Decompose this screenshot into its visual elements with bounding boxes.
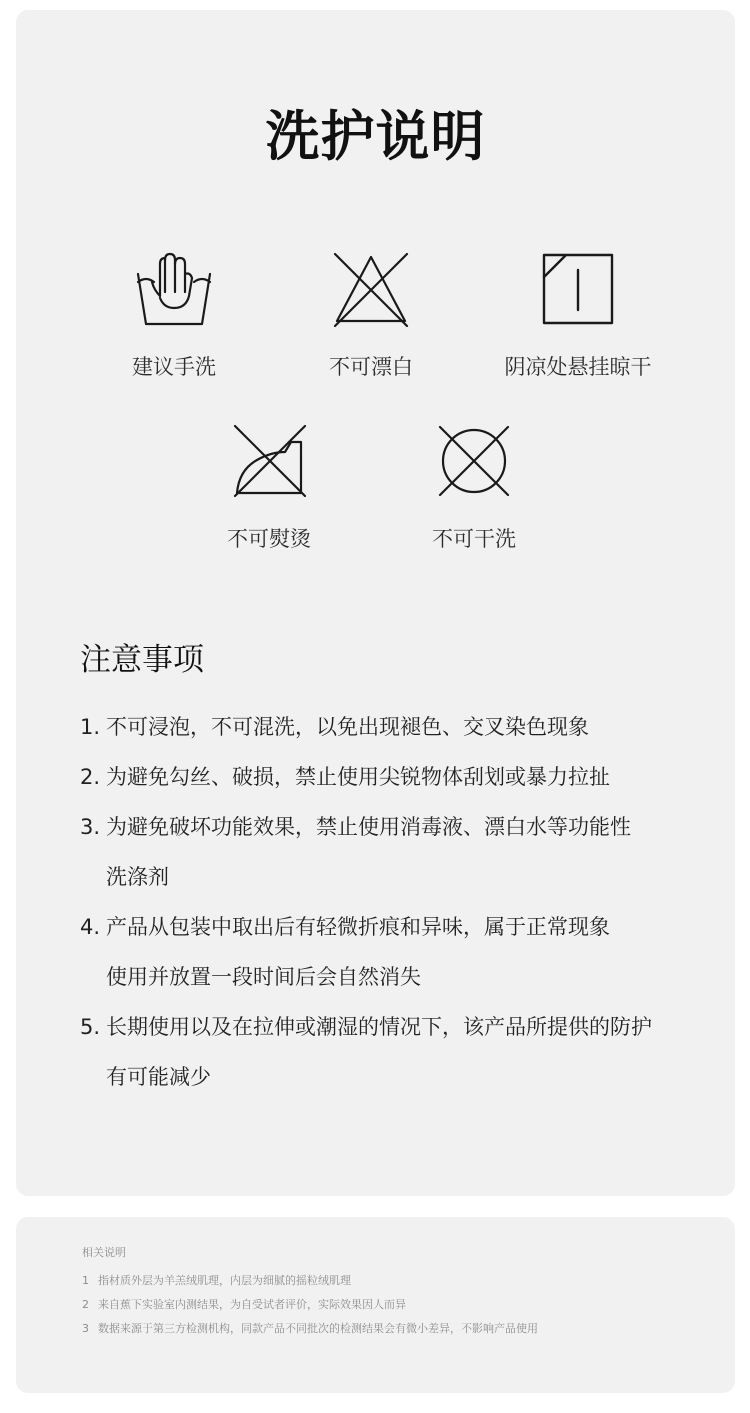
footnote-text: 数据来源于第三方检测机构，同款产品不同批次的检测结果会有微小差异，不影响产品使用 bbox=[98, 1322, 538, 1335]
note-item-2 bbox=[80, 752, 720, 802]
note-item-5-continued bbox=[80, 1052, 720, 1102]
no-dry-clean-icon bbox=[434, 424, 514, 500]
no-bleach-icon bbox=[331, 252, 411, 328]
note-number: 1. bbox=[80, 715, 101, 739]
symbol-no-iron bbox=[169, 424, 369, 552]
hand-wash-icon bbox=[134, 252, 214, 328]
note-item-5 bbox=[80, 1002, 720, 1052]
note-item-3 bbox=[80, 802, 720, 852]
note-text: 产品从包装中取出后有轻微折痕和异味，属于正常现象 bbox=[106, 915, 610, 939]
no-iron-icon bbox=[229, 424, 309, 500]
note-text: 长期使用以及在拉伸或潮湿的情况下，该产品所提供的防护 bbox=[106, 1015, 652, 1039]
note-text: 为避免破坏功能效果，禁止使用消毒液、漂白水等功能性 bbox=[106, 815, 631, 839]
symbol-label: 不可漂白 bbox=[329, 355, 413, 379]
footnotes-list bbox=[82, 1269, 538, 1341]
footnote-number: 2 bbox=[82, 1298, 89, 1311]
note-number: 2. bbox=[80, 765, 101, 789]
care-title: 洗护说明 bbox=[265, 105, 486, 168]
symbol-label: 建议手洗 bbox=[132, 355, 216, 379]
footnote-number: 3 bbox=[82, 1322, 89, 1335]
symbol-line-dry-shade bbox=[478, 252, 678, 380]
note-text: 为避免勾丝、破损，禁止使用尖锐物体刮划或暴力拉扯 bbox=[106, 765, 610, 789]
note-item-3-continued bbox=[80, 852, 720, 902]
footnote-item bbox=[82, 1317, 538, 1341]
note-number: 3. bbox=[80, 815, 101, 839]
symbol-label: 不可干洗 bbox=[432, 527, 516, 551]
notes-list bbox=[80, 702, 720, 1102]
symbol-hand-wash bbox=[74, 252, 274, 380]
footnotes-card bbox=[16, 1217, 735, 1393]
note-number: 5. bbox=[80, 1015, 101, 1039]
note-text: 有可能减少 bbox=[106, 1065, 211, 1089]
note-text: 洗涤剂 bbox=[106, 865, 169, 889]
footnote-text: 指材质外层为羊羔绒肌理，内层为细腻的摇粒绒肌理 bbox=[98, 1274, 351, 1287]
line-dry-shade-icon bbox=[538, 252, 618, 328]
note-text: 使用并放置一段时间后会自然消失 bbox=[106, 965, 421, 989]
footnotes-title: 相关说明 bbox=[82, 1246, 126, 1259]
care-instructions-card bbox=[16, 10, 735, 1196]
symbol-no-bleach bbox=[271, 252, 471, 380]
footnote-item bbox=[82, 1293, 538, 1317]
note-item-1 bbox=[80, 702, 720, 752]
footnote-item bbox=[82, 1269, 538, 1293]
symbol-label: 不可熨烫 bbox=[227, 527, 311, 551]
note-item-4 bbox=[80, 902, 720, 952]
symbol-no-dry-clean bbox=[374, 424, 574, 552]
footnote-number: 1 bbox=[82, 1274, 89, 1287]
notes-title: 注意事项 bbox=[80, 642, 204, 678]
note-text: 不可浸泡，不可混洗，以免出现褪色、交叉染色现象 bbox=[106, 715, 589, 739]
footnote-text: 来自蕉下实验室内测结果，为自受试者评价，实际效果因人而异 bbox=[98, 1298, 406, 1311]
note-item-4-continued bbox=[80, 952, 720, 1002]
note-number: 4. bbox=[80, 915, 101, 939]
symbol-label: 阴凉处悬挂晾干 bbox=[504, 355, 652, 379]
